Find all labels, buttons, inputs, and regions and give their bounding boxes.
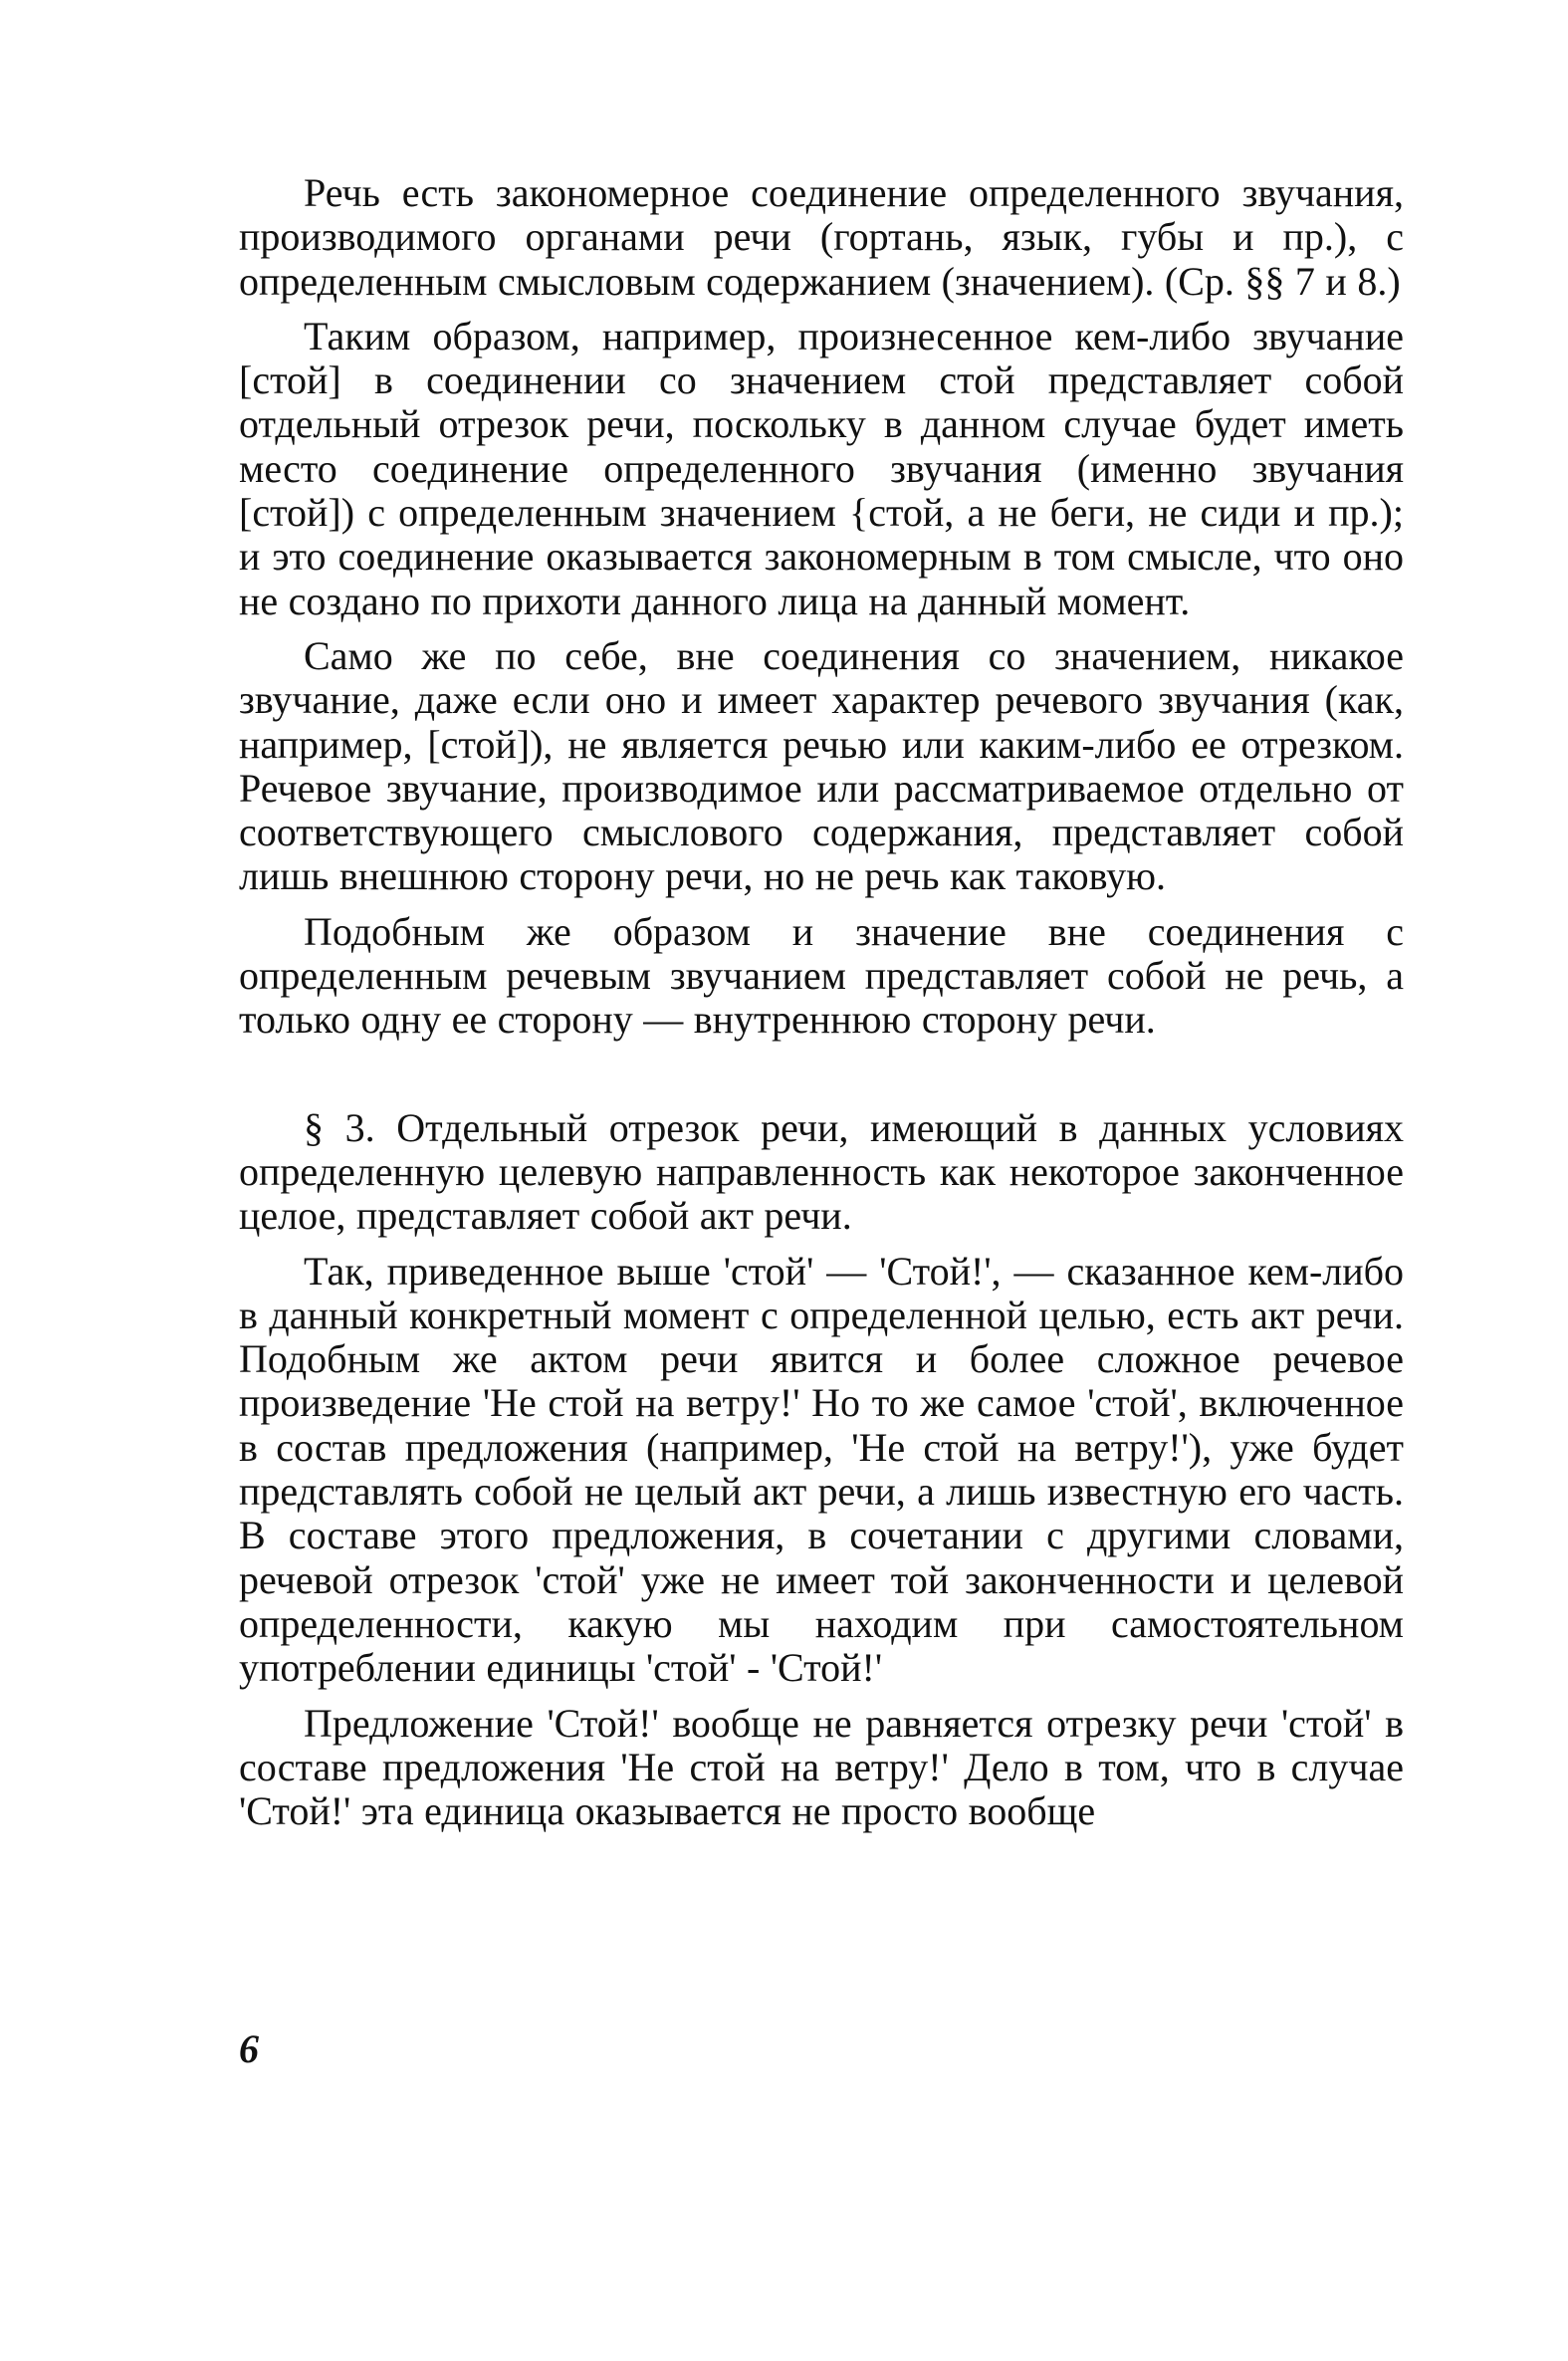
paragraph-2: Таким образом, например, произнесенное кем-либо звучание [стой] в соединении со значением стой представляет собой отдельный отрезок речи, поскольку в данном случае будет иметь место соединение определенного звучания (именно звучания [стой]) с определенным значением {стой, а не беги, не сиди и пр.); и это соединение оказывается закономерным в том смысле, что оно не создано по прихоти данного лица на данный момент.	[239, 313, 1404, 623]
paragraph-1: Речь есть закономерное соединение определенного звучания, производимого органами речи (гортань, язык, губы и пр.), с определенным смысловым содержанием (значением). (Ср. §§ 7 и 8.)	[239, 170, 1404, 304]
page-number: 6	[239, 2026, 259, 2071]
page-body	[239, 171, 1404, 1844]
paragraph-3: Само же по себе, вне соединения со значением, никакое звучание, даже если оно и имеет характер речевого звучания (как, например, [стой]), не является речью или каким-либо ее отрезком. Речевое звучание, производимое или рассматриваемое отдельно от соответствующего смыслового содержания, представляет собой лишь внешнюю сторону речи, но не речь как таковую.	[239, 632, 1404, 899]
paragraph-7: Предложение 'Стой!' вообще не равняется отрезку речи 'стой' в составе предложения 'Не стой на ветру!' Дело в том, что в случае 'Стой!' эта единица оказывается не просто вообще	[239, 1700, 1404, 1834]
paragraph-4: Подобным же образом и значение вне соединения с определенным речевым звучанием представляет собой не речь, а только одну ее сторону — внутреннюю сторону речи.	[239, 908, 1404, 1043]
section-3-paragraph: § 3. Отдельный отрезок речи, имеющий в данных условиях определенную целевую направленность как некоторое законченное целое, представляет собой акт речи.	[239, 1104, 1404, 1239]
paragraph-6: Так, приведенное выше 'стой' — 'Стой!', — сказанное кем-либо в данный конкретный момент с определенной целью, есть акт речи. Подобным же актом речи явится и более сложное речевое произведение 'Не стой на ветру!' Но то же самое 'стой', включенное в состав предложения (например, 'Не стой на ветру!'), уже будет представлять собой не целый акт речи, а лишь известную его часть. В составе этого предложения, в сочетании с другими словами, речевой отрезок 'стой' уже не имеет той законченности и целевой определенности, какую мы находим при самостоятельном употреблении единицы 'стой' - 'Стой!'	[239, 1248, 1404, 1691]
